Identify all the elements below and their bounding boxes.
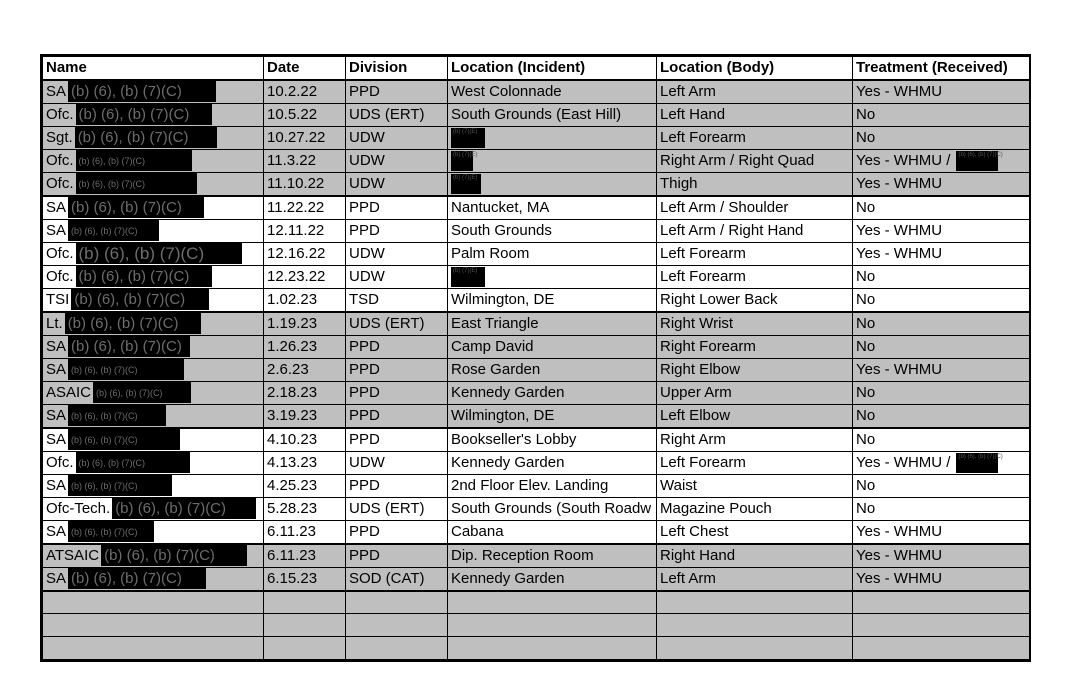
table-row (43, 474, 1030, 497)
name-cell (43, 80, 264, 104)
treatment-cell: Yes - WHMU (853, 567, 1030, 591)
name-prefix: Ofc. (46, 175, 74, 192)
empty-cell (43, 637, 264, 660)
date-cell: 6.11.23 (264, 520, 346, 544)
treatment-cell: Yes - WHMU (853, 358, 1030, 381)
table-row (43, 381, 1030, 404)
name-cell (43, 381, 264, 404)
location-incident-cell: Wilmington, DE (448, 404, 657, 428)
table-row (43, 242, 1030, 265)
date-cell: 12.16.22 (264, 242, 346, 265)
name-prefix: ATSAIC (46, 547, 100, 564)
location-incident-cell: Kennedy Garden (448, 567, 657, 591)
location-body-cell: Waist (657, 474, 853, 497)
date-cell: 5.28.23 (264, 497, 346, 520)
location-incident-cell: Kennedy Garden (448, 381, 657, 404)
division-cell: SOD (CAT) (346, 567, 448, 591)
treatment-cell: Yes - WHMU (853, 520, 1030, 544)
treatment-cell: No (853, 474, 1030, 497)
location-incident-cell: Palm Room (448, 242, 657, 265)
name-prefix: SA (46, 222, 67, 239)
date-cell: 10.2.22 (264, 80, 346, 104)
name-prefix: SA (46, 523, 67, 540)
name-prefix: SA (46, 570, 67, 587)
redaction-box: (b) (6), (b) (7)(C) (76, 173, 197, 194)
division-cell: PPD (346, 428, 448, 452)
division-cell: PPD (346, 196, 448, 220)
empty-row (43, 591, 1030, 614)
treatment-cell: No (853, 103, 1030, 126)
name-cell (43, 404, 264, 428)
treatment-cell: No (853, 428, 1030, 452)
name-cell (43, 497, 264, 520)
redaction-box: (b) (6), (b) (7)(C) (68, 336, 190, 357)
location-body-cell: Right Arm / Right Quad (657, 149, 853, 172)
empty-row (43, 614, 1030, 637)
name-cell (43, 219, 264, 242)
location-incident-cell: Cabana (448, 520, 657, 544)
name-prefix: SA (46, 361, 67, 378)
redaction-box: (b) (6), (b) (7)(C) (68, 197, 204, 218)
location-body-cell: Right Hand (657, 544, 853, 568)
name-prefix: SA (46, 477, 67, 494)
redaction-box: (b) (6), (b) (7)(C) (76, 266, 212, 287)
location-incident-cell: Dip. Reception Room (448, 544, 657, 568)
division-cell: PPD (346, 219, 448, 242)
location-body-cell: Left Hand (657, 103, 853, 126)
treatment-cell: No (853, 404, 1030, 428)
treatment-cell: No (853, 265, 1030, 288)
empty-cell (448, 591, 657, 614)
name-cell (43, 265, 264, 288)
division-cell: UDW (346, 126, 448, 149)
treatment-cell: No (853, 497, 1030, 520)
name-cell (43, 103, 264, 126)
treatment-cell (853, 149, 1030, 172)
division-cell: UDW (346, 265, 448, 288)
location-body-cell: Left Forearm (657, 126, 853, 149)
treatment-text: Yes - WHMU / (856, 454, 951, 471)
name-prefix: Ofc. (46, 106, 74, 123)
table-row (43, 520, 1030, 544)
division-cell: PPD (346, 520, 448, 544)
date-cell: 11.3.22 (264, 149, 346, 172)
division-cell: PPD (346, 474, 448, 497)
location-incident-cell: Kennedy Garden (448, 451, 657, 474)
redaction-box: (b) (6), (b) (7)(C) (76, 104, 212, 125)
table-row (43, 404, 1030, 428)
treatment-redaction-box: (b) (6), (b) (7)(C) (956, 151, 998, 171)
location-body-cell: Left Forearm (657, 451, 853, 474)
location-incident-cell (448, 265, 657, 288)
location-redaction-box: (b) (7)(E) (451, 174, 481, 194)
name-prefix: Ofc. (46, 454, 74, 471)
redaction-box: (b) (6), (b) (7)(C) (68, 521, 154, 542)
empty-cell (43, 614, 264, 637)
date-cell: 10.27.22 (264, 126, 346, 149)
name-prefix: SA (46, 83, 67, 100)
empty-cell (346, 614, 448, 637)
name-cell (43, 451, 264, 474)
header-row (43, 57, 1030, 80)
treatment-cell: No (853, 312, 1030, 336)
empty-cell (264, 637, 346, 660)
name-cell (43, 567, 264, 591)
treatment-cell: No (853, 126, 1030, 149)
location-incident-cell: West Colonnade (448, 80, 657, 104)
redaction-box: (b) (6), (b) (7)(C) (68, 475, 172, 496)
location-redaction-box: (b) (7)(E) (451, 128, 485, 148)
incident-table-sheet (40, 54, 1031, 662)
redaction-box: (b) (6), (b) (7)(C) (112, 498, 256, 519)
name-cell (43, 172, 264, 196)
redaction-box: (b) (6), (b) (7)(C) (76, 243, 242, 264)
empty-cell (853, 637, 1030, 660)
date-cell: 11.22.22 (264, 196, 346, 220)
name-cell (43, 520, 264, 544)
empty-cell (657, 637, 853, 660)
treatment-cell: No (853, 288, 1030, 312)
table-row (43, 451, 1030, 474)
date-cell: 2.18.23 (264, 381, 346, 404)
empty-row (43, 637, 1030, 660)
table-row (43, 103, 1030, 126)
name-prefix: SA (46, 407, 67, 424)
table-row (43, 497, 1030, 520)
location-incident-cell: Wilmington, DE (448, 288, 657, 312)
redaction-box: (b) (6), (b) (7)(C) (76, 150, 192, 171)
name-prefix: Ofc-Tech. (46, 500, 111, 517)
redaction-box: (b) (6), (b) (7)(C) (75, 127, 217, 148)
redaction-box: (b) (6), (b) (7)(C) (71, 289, 209, 310)
division-cell: UDS (ERT) (346, 497, 448, 520)
table-row (43, 358, 1030, 381)
redaction-box: (b) (6), (b) (7)(C) (68, 359, 184, 380)
location-body-cell: Right Forearm (657, 335, 853, 358)
empty-cell (346, 637, 448, 660)
table-row (43, 196, 1030, 220)
empty-cell (264, 614, 346, 637)
redaction-box: (b) (6), (b) (7)(C) (68, 568, 206, 589)
division-cell: UDW (346, 451, 448, 474)
name-cell (43, 428, 264, 452)
name-prefix: ASAIC (46, 384, 92, 401)
table-row (43, 126, 1030, 149)
empty-cell (43, 591, 264, 614)
redaction-box: (b) (6), (b) (7)(C) (101, 545, 247, 566)
name-prefix: Sgt. (46, 129, 73, 146)
location-body-cell: Magazine Pouch (657, 497, 853, 520)
division-cell: PPD (346, 80, 448, 104)
location-body-cell: Left Elbow (657, 404, 853, 428)
treatment-cell: Yes - WHMU (853, 80, 1030, 104)
empty-cell (853, 591, 1030, 614)
table-row (43, 567, 1030, 591)
division-cell: PPD (346, 381, 448, 404)
location-body-cell: Right Wrist (657, 312, 853, 336)
table-row (43, 544, 1030, 568)
name-cell (43, 196, 264, 220)
name-prefix: Ofc. (46, 245, 74, 262)
name-cell (43, 358, 264, 381)
location-body-cell: Upper Arm (657, 381, 853, 404)
table-row (43, 219, 1030, 242)
redaction-box: (b) (6), (b) (7)(C) (68, 405, 166, 426)
name-cell (43, 288, 264, 312)
table-row (43, 312, 1030, 336)
date-cell: 6.15.23 (264, 567, 346, 591)
treatment-redaction-box: (b) (6), (b) (7)(C) (956, 453, 998, 473)
redaction-box: (b) (6), (b) (7)(C) (68, 429, 180, 450)
redaction-box: (b) (6), (b) (7)(C) (68, 220, 159, 241)
location-redaction-box: (b) (7)(E) (451, 151, 473, 171)
name-prefix: TSI (46, 291, 70, 308)
date-cell: 1.02.23 (264, 288, 346, 312)
treatment-cell: Yes - WHMU (853, 242, 1030, 265)
location-body-cell: Right Arm (657, 428, 853, 452)
location-body-cell: Left Forearm (657, 265, 853, 288)
date-cell: 4.10.23 (264, 428, 346, 452)
treatment-cell: Yes - WHMU (853, 172, 1030, 196)
table-row (43, 80, 1030, 104)
division-cell: TSD (346, 288, 448, 312)
location-redaction-box: (b) (7)(E) (451, 267, 485, 287)
table-row (43, 172, 1030, 196)
name-prefix: SA (46, 431, 67, 448)
date-cell: 2.6.23 (264, 358, 346, 381)
location-body-cell: Left Forearm (657, 242, 853, 265)
location-incident-cell: East Triangle (448, 312, 657, 336)
date-cell: 1.26.23 (264, 335, 346, 358)
name-cell (43, 312, 264, 336)
empty-cell (657, 614, 853, 637)
division-cell: UDS (ERT) (346, 312, 448, 336)
date-cell: 3.19.23 (264, 404, 346, 428)
table-row (43, 428, 1030, 452)
name-prefix: Lt. (46, 315, 63, 332)
location-incident-cell (448, 172, 657, 196)
header-date: Date (264, 57, 346, 80)
empty-cell (448, 637, 657, 660)
empty-cell (448, 614, 657, 637)
location-incident-cell: South Grounds (South Roadw (448, 497, 657, 520)
location-incident-cell: Camp David (448, 335, 657, 358)
name-prefix: Ofc. (46, 268, 74, 285)
name-cell (43, 335, 264, 358)
division-cell: UDW (346, 172, 448, 196)
name-cell (43, 544, 264, 568)
date-cell: 6.11.23 (264, 544, 346, 568)
table-row (43, 335, 1030, 358)
table-row (43, 265, 1030, 288)
location-body-cell: Left Arm / Right Hand (657, 219, 853, 242)
division-cell: PPD (346, 404, 448, 428)
treatment-text: Yes - WHMU / (856, 152, 951, 169)
header-division: Division (346, 57, 448, 80)
name-cell (43, 242, 264, 265)
table-row (43, 288, 1030, 312)
incident-table (42, 56, 1030, 660)
division-cell: UDW (346, 149, 448, 172)
division-cell: UDW (346, 242, 448, 265)
empty-cell (264, 591, 346, 614)
location-incident-cell: Nantucket, MA (448, 196, 657, 220)
date-cell: 1.19.23 (264, 312, 346, 336)
empty-cell (853, 614, 1030, 637)
location-incident-cell: Rose Garden (448, 358, 657, 381)
treatment-cell: Yes - WHMU (853, 544, 1030, 568)
header-treatment: Treatment (Received) (853, 57, 1030, 80)
division-cell: UDS (ERT) (346, 103, 448, 126)
treatment-cell: Yes - WHMU (853, 219, 1030, 242)
location-incident-cell: South Grounds (East Hill) (448, 103, 657, 126)
redaction-box: (b) (6), (b) (7)(C) (93, 382, 191, 403)
name-cell (43, 474, 264, 497)
treatment-cell: No (853, 381, 1030, 404)
location-incident-cell: South Grounds (448, 219, 657, 242)
location-incident-cell (448, 126, 657, 149)
location-body-cell: Right Lower Back (657, 288, 853, 312)
date-cell: 4.13.23 (264, 451, 346, 474)
location-body-cell: Thigh (657, 172, 853, 196)
location-body-cell: Left Arm (657, 567, 853, 591)
location-incident-cell: Bookseller's Lobby (448, 428, 657, 452)
redaction-box: (b) (6), (b) (7)(C) (68, 81, 216, 102)
division-cell: PPD (346, 544, 448, 568)
location-incident-cell: 2nd Floor Elev. Landing (448, 474, 657, 497)
division-cell: PPD (346, 335, 448, 358)
name-cell (43, 126, 264, 149)
location-body-cell: Left Arm (657, 80, 853, 104)
treatment-cell: No (853, 335, 1030, 358)
location-body-cell: Left Chest (657, 520, 853, 544)
date-cell: 11.10.22 (264, 172, 346, 196)
name-cell (43, 149, 264, 172)
location-body-cell: Right Elbow (657, 358, 853, 381)
empty-cell (657, 591, 853, 614)
date-cell: 12.11.22 (264, 219, 346, 242)
header-location-body: Location (Body) (657, 57, 853, 80)
redaction-box: (b) (6), (b) (7)(C) (65, 313, 201, 334)
header-name: Name (43, 57, 264, 80)
header-location-incident: Location (Incident) (448, 57, 657, 80)
location-body-cell: Left Arm / Shoulder (657, 196, 853, 220)
treatment-cell (853, 451, 1030, 474)
table-row (43, 149, 1030, 172)
division-cell: PPD (346, 358, 448, 381)
treatment-cell: No (853, 196, 1030, 220)
name-prefix: SA (46, 199, 67, 216)
empty-cell (346, 591, 448, 614)
redaction-box: (b) (6), (b) (7)(C) (76, 452, 190, 473)
date-cell: 10.5.22 (264, 103, 346, 126)
name-prefix: SA (46, 338, 67, 355)
date-cell: 12.23.22 (264, 265, 346, 288)
name-prefix: Ofc. (46, 152, 74, 169)
date-cell: 4.25.23 (264, 474, 346, 497)
location-incident-cell (448, 149, 657, 172)
